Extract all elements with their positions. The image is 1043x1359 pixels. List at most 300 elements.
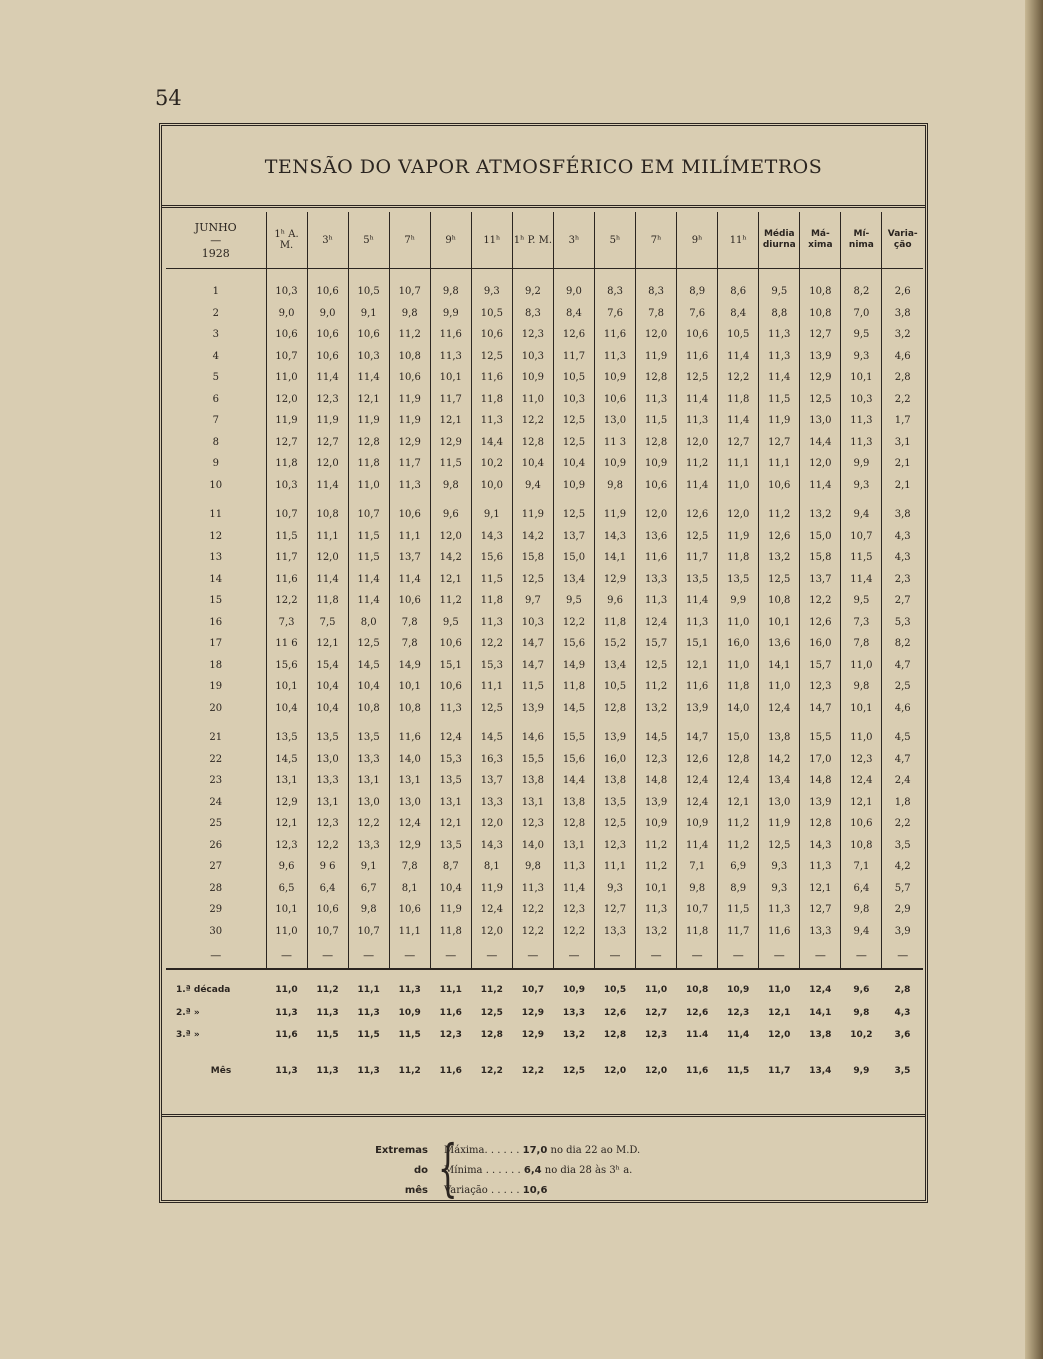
column-header: 5ʰ [348,212,389,269]
table-cell: 2,5 [882,676,923,698]
extremas-label: Extremas [375,1145,428,1156]
dash-cell: — [389,942,430,969]
table-cell: 11,3 [512,878,553,900]
table-cell: 15,6 [553,749,594,771]
table-cell: 12,4 [677,770,718,792]
table-cell: 11,0 [266,969,307,1002]
table-cell: 11,3 [357,1066,380,1076]
table-cell: 12,8 [480,1030,503,1040]
table-cell: 14,7 [800,698,841,720]
spacer-cell [430,496,471,504]
table-cell: 11,2 [307,969,348,1002]
table-cell: 11,4 [307,475,348,497]
table-cell: 10,6 [307,346,348,368]
minima-value: 6,4 [523,1165,542,1176]
table-cell: 15,7 [636,633,677,655]
table-cell: 10,3 [348,346,389,368]
table-cell: 12,1 [841,792,882,814]
row-label: 30 [209,925,223,937]
table-cell: 11,3 [759,346,800,368]
dash-cell: — [841,942,882,969]
table-cell: 12,8 [636,367,677,389]
table-cell: 1,7 [882,410,923,432]
spacer-cell [430,719,471,727]
table-cell: 15,3 [471,655,512,677]
table-cell: 9,5 [430,612,471,634]
table-cell: 12,5 [512,569,553,591]
table-cell: 11,9 [471,878,512,900]
table-cell: 10,5 [348,269,389,303]
table-cell: 10,6 [348,324,389,346]
table-cell: 12,9 [430,432,471,454]
table-cell: 10,6 [307,269,348,303]
spacer-cell [841,496,882,504]
table-cell: 9,9 [718,590,759,612]
maxima-label: Máxima. . . . . . [444,1145,520,1156]
mes-label: mês [404,1185,428,1196]
table-cell: 3,9 [882,921,923,943]
table-cell: 10,0 [471,475,512,497]
table-cell: 3,6 [894,1030,911,1040]
table-cell: 11,3 [316,1066,339,1076]
table-cell: 10,1 [759,612,800,634]
table-cell: 13,4 [759,770,800,792]
table-cell: 12,1 [266,813,307,835]
table-cell: 12,5 [595,813,636,835]
table-cell: 11,0 [512,389,553,411]
table-cell: 13,9 [595,727,636,749]
spacer-cell [166,719,266,727]
table-cell: 10,6 [430,633,471,655]
table-cell: 14,8 [800,770,841,792]
spacer-cell [471,496,512,504]
table-cell: 4,3 [882,547,923,569]
table-cell: 3,2 [882,324,923,346]
table-cell: 12,7 [266,432,307,454]
table-cell: 11,8 [718,547,759,569]
table-cell: 14,1 [809,1008,832,1018]
table-cell: 10,5 [718,324,759,346]
spacer-cell [348,1046,389,1060]
spacer-cell [677,1046,718,1060]
table-cell: 12,5 [759,835,800,857]
table-cell: 15,0 [800,526,841,548]
column-header: Média diurna [759,212,800,269]
table-cell: 12,1 [430,569,471,591]
table-cell: 10,9 [718,969,759,1002]
table-cell: 9 6 [307,856,348,878]
table-cell: 9,6 [430,504,471,526]
table-cell: 3,5 [882,835,923,857]
table-cell: 12,1 [718,792,759,814]
table-cell: 9,8 [841,899,882,921]
table-cell: 12,8 [512,432,553,454]
spacer-cell [841,1046,882,1060]
table-cell: 2,2 [882,389,923,411]
table-cell: 11,3 [595,346,636,368]
spacer-cell [882,496,923,504]
dash-cell: — [348,942,389,969]
table-cell: 10,1 [841,698,882,720]
table-cell: 9,1 [471,504,512,526]
table-cell: 12,5 [800,389,841,411]
table-cell: 12,7 [307,432,348,454]
table-row [166,899,923,921]
table-cell: 11,8 [595,612,636,634]
table-cell: 12,7 [759,432,800,454]
table-cell: 14,5 [348,655,389,677]
spacer-cell [636,1046,677,1060]
table-cell: 12,4 [430,727,471,749]
table-cell: 11,3 [759,324,800,346]
table-cell: 14,0 [512,835,553,857]
table-cell: 11,3 [636,899,677,921]
table-cell: 8,2 [841,269,882,303]
table-cell: 11,5 [357,1030,380,1040]
table-cell: 11,4 [677,835,718,857]
table-cell: 13,7 [800,569,841,591]
table-cell: 13,3 [595,921,636,943]
extremas-labels [372,1141,428,1201]
row-label: 9 [212,458,219,470]
spacer-cell [718,719,759,727]
table-cell: 10,4 [307,698,348,720]
table-cell: 10,8 [348,698,389,720]
table-cell: 13,1 [553,835,594,857]
row-label: 3 [212,329,219,341]
table-cell: 10,2 [850,1030,873,1040]
table-cell: 2,1 [882,475,923,497]
table-cell: 12,4 [471,899,512,921]
table-cell: 10,4 [266,698,307,720]
table-row [166,633,923,655]
table-cell: 11,5 [348,526,389,548]
spacer-cell [307,719,348,727]
table-cell: 11,0 [718,475,759,497]
table-cell: 11,9 [636,346,677,368]
brace-glyph: { [437,1131,458,1204]
table-cell: 14,4 [471,432,512,454]
table-cell: 13,5 [677,569,718,591]
row-label: 2.ª » [176,1008,200,1018]
table-cell: 11,3 [841,432,882,454]
table-cell: 12,4 [718,770,759,792]
row-label: 28 [209,882,223,894]
table-cell: 12,6 [686,1008,709,1018]
table-cell: 10,7 [348,921,389,943]
page-edge-shadow [1025,0,1043,1359]
table-cell: 14,3 [471,526,512,548]
table-cell: 12,0 [768,1030,791,1040]
table-cell: 13,2 [562,1030,586,1040]
table-cell: 12,2 [348,813,389,835]
table-cell: 9,5 [759,269,800,303]
table-cell: 9,9 [430,303,471,325]
table-cell: 11 3 [595,432,636,454]
spacer-cell [800,496,841,504]
table-cell: 12,3 [636,749,677,771]
row-label: 4 [212,350,219,362]
table-cell: 13,3 [562,1008,586,1018]
table-cell: 12,9 [521,1008,545,1018]
table-cell: 12,9 [389,432,430,454]
table-cell: 10,5 [595,676,636,698]
table-cell: 12,1 [768,1008,791,1018]
do-label: do [413,1165,428,1176]
table-cell: 12,3 [595,835,636,857]
table-cell: 11,6 [266,569,307,591]
dash-cell: — [759,942,800,969]
table-cell: 10,5 [595,969,636,1002]
table-cell: 8,6 [718,269,759,303]
table-cell: 14,0 [718,698,759,720]
table-cell: 10,3 [266,269,307,303]
table-cell: 6,9 [718,856,759,878]
table-cell: 11,4 [718,346,759,368]
table-cell: 11,7 [553,346,594,368]
table-cell: 7,8 [389,612,430,634]
table-cell: 14,5 [266,749,307,771]
table-cell: 11,4 [389,569,430,591]
column-header: 7ʰ [636,212,677,269]
table-row [166,856,923,878]
table-cell: 11,0 [841,727,882,749]
summary-gap [166,1046,923,1060]
table-cell: 11,5 [266,526,307,548]
table-cell: 13,3 [636,569,677,591]
table-cell: 7,6 [677,303,718,325]
table-cell: 10,6 [307,324,348,346]
table-cell: 12,1 [307,633,348,655]
dash-cell: — [677,942,718,969]
table-cell: 9,9 [841,453,882,475]
summary-row [166,1002,923,1024]
table-cell: 3,8 [882,504,923,526]
table-row [166,367,923,389]
dash-cell: — [307,942,348,969]
table-cell: 10,1 [430,367,471,389]
table-row [166,921,923,943]
spacer-cell [553,496,594,504]
table-cell: 10,8 [307,504,348,526]
table-cell: 2,2 [882,813,923,835]
table-cell: 13,0 [348,792,389,814]
table-cell: 10,3 [512,346,553,368]
table-cell: 10,8 [389,698,430,720]
table-cell: 11,3 [636,590,677,612]
table-cell: 12,0 [644,1066,668,1076]
table-cell: 11,4 [677,389,718,411]
table-cell: 16,3 [471,749,512,771]
table-cell: 8,3 [636,269,677,303]
table-cell: 5,3 [882,612,923,634]
spacer-cell [595,1046,636,1060]
table-cell: 9,6 [841,969,882,1002]
table-cell: 14,6 [512,727,553,749]
table-cell: 12,2 [512,921,553,943]
table-cell: 11,3 [430,698,471,720]
table-cell: 11,8 [553,676,594,698]
spacer-cell [266,496,307,504]
table-cell: 15,0 [718,727,759,749]
row-label: 7 [212,415,219,427]
table-cell: 11,2 [718,813,759,835]
table-cell: 14,7 [512,655,553,677]
table-cell: 11,8 [430,921,471,943]
table-cell: 10,4 [430,878,471,900]
table-cell: 11,9 [759,410,800,432]
table-cell: 14,5 [553,698,594,720]
row-label: Mês [210,1066,232,1076]
table-cell: 12,2 [471,633,512,655]
row-label: 29 [209,904,223,916]
table-cell: 13,8 [553,792,594,814]
table-cell: 11,3 [389,969,430,1002]
dash-cell: — [471,942,512,969]
table-cell: 7,0 [841,303,882,325]
table-cell: 11,3 [800,856,841,878]
table-cell: 10,3 [512,612,553,634]
table-cell: 9,8 [389,303,430,325]
table-cell: 12,4 [636,612,677,634]
table-row [166,792,923,814]
table-cell: 11,9 [389,389,430,411]
table-cell: 8,3 [512,303,553,325]
table-cell: 11,2 [471,969,512,1002]
table-cell: 14,2 [759,749,800,771]
month-row [166,1060,923,1082]
table-cell: 12,2 [718,367,759,389]
table-cell: 14,9 [389,655,430,677]
column-header: 9ʰ [430,212,471,269]
table-cell: 11,2 [389,324,430,346]
table-cell: 12,2 [512,410,553,432]
dash-cell: — [636,942,677,969]
table-cell: 11,0 [759,676,800,698]
table-cell: 14,5 [636,727,677,749]
table-cell: 11,6 [595,324,636,346]
spacer-cell [636,719,677,727]
table-cell: 11,4 [677,475,718,497]
column-header: 1ʰ P. M. [512,212,553,269]
row-label: 15 [209,595,223,607]
table-cell: 15,6 [553,633,594,655]
table-cell: 12,7 [595,899,636,921]
spacer-cell [166,496,266,504]
table-row [166,346,923,368]
table-cell: 14,7 [677,727,718,749]
table-cell: 13,8 [512,770,553,792]
table-cell: 9,5 [841,590,882,612]
table-cell: 3,5 [894,1066,911,1076]
table-cell: 13,2 [636,921,677,943]
table-cell: 12,6 [603,1008,627,1018]
table-cell: 13,2 [636,698,677,720]
table-cell: 11,5 [348,547,389,569]
table-cell: 4,7 [882,655,923,677]
table-cell: 8,9 [677,269,718,303]
table-cell: 11,3 [759,899,800,921]
table-cell: 10,7 [348,504,389,526]
table-cell: 14,9 [553,655,594,677]
table-row [166,569,923,591]
table-cell: 12,1 [677,655,718,677]
table-cell: 12,8 [603,1030,627,1040]
table-cell: 13,5 [430,770,471,792]
table-cell: 11,6 [275,1030,298,1040]
row-label: 26 [209,839,223,851]
table-cell: 11,4 [348,367,389,389]
table-cell: 10,4 [553,453,594,475]
table-cell: 12,4 [677,792,718,814]
table-cell: 12,1 [430,813,471,835]
table-row [166,655,923,677]
table-cell: 10,6 [389,590,430,612]
table-cell: 12,3 [266,835,307,857]
table-cell: 11,3 [471,612,512,634]
table-cell: 11,3 [430,346,471,368]
table-cell: 10,8 [841,835,882,857]
table-cell: 10,1 [389,676,430,698]
table-cell: 4,6 [882,698,923,720]
table-cell: 2,9 [882,899,923,921]
table-cell: 11,6 [389,727,430,749]
table-cell: 14,2 [430,547,471,569]
table-cell: 14,1 [759,655,800,677]
table-cell: 12,0 [430,526,471,548]
table-cell: 11,1 [389,526,430,548]
row-label: 10 [209,479,223,491]
row-label: 25 [209,818,223,830]
table-cell: 12,0 [307,547,348,569]
table-cell: 14,3 [595,526,636,548]
table-cell: 10,7 [307,921,348,943]
table-cell: 13,1 [266,770,307,792]
spacer-cell [800,1046,841,1060]
column-header: 1ʰ A. M. [266,212,307,269]
table-cell: 10,9 [512,367,553,389]
table-cell: 12,5 [562,1066,586,1076]
table-cell: 12,6 [553,324,594,346]
table-cell: 11,5 [398,1030,421,1040]
table-cell: 4,6 [882,346,923,368]
page-number: 54 [155,86,182,110]
table-cell: 9,3 [841,346,882,368]
table-cell: 10,3 [841,389,882,411]
table-cell: 6,5 [266,878,307,900]
table-cell: 11,2 [677,453,718,475]
maxima-note: no dia 22 ao M.D. [550,1145,641,1156]
table-cell: 11,3 [471,410,512,432]
table-cell: 11,4 [759,367,800,389]
table-cell: 11,3 [677,410,718,432]
table-cell: 14,3 [800,835,841,857]
spacer-cell [166,1046,266,1060]
dash-cell: — [718,942,759,969]
table-cell: 12,3 [841,749,882,771]
table-cell: 1,8 [882,792,923,814]
column-header: Má- xima [800,212,841,269]
table-cell: 12,2 [307,835,348,857]
spacer-cell [677,719,718,727]
table-cell: 11,0 [266,367,307,389]
dash-cell: — [595,942,636,969]
table-cell: 15,5 [800,727,841,749]
table-cell: 9,6 [266,856,307,878]
table-cell: 11,4 [841,569,882,591]
table-cell: 9,3 [595,878,636,900]
table-cell: 13,3 [800,921,841,943]
